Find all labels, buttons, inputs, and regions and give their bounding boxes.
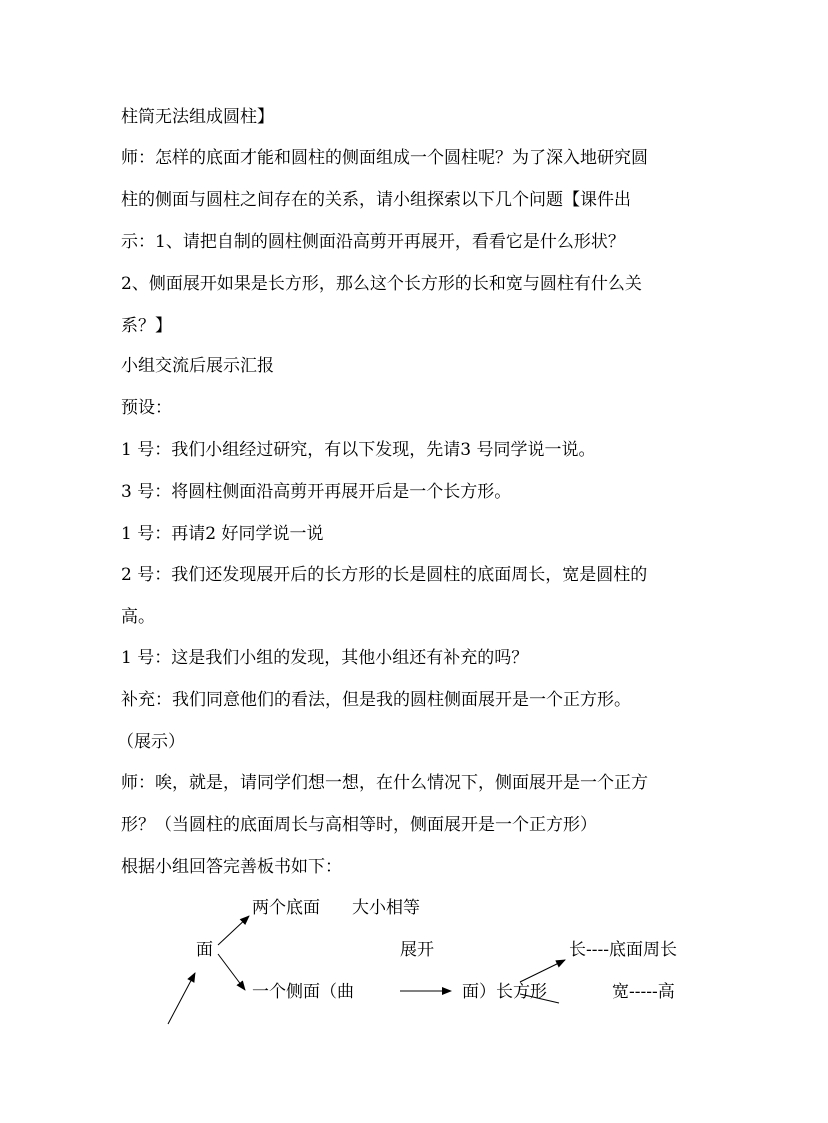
text-line: 柱筒无法组成圆柱】: [121, 107, 274, 127]
text-line: 形？（当圆柱的底面周长与高相等时，侧面展开是一个正方形）: [121, 815, 597, 835]
diagram-two-bases: 两个底面: [252, 898, 320, 918]
text-line: 师：唉，就是，请同学们想一想，在什么情况下，侧面展开是一个正方: [121, 773, 648, 793]
text-line: 小组交流后展示汇报: [121, 356, 274, 376]
text-line: 预设：: [121, 398, 172, 418]
text-line: 2 号：我们还发现展开后的长方形的长是圆柱的底面周长，宽是圆柱的: [121, 565, 648, 585]
text-line: 2、侧面展开如果是长方形，那么这个长方形的长和宽与圆柱有什么关: [121, 274, 642, 294]
text-line: 师：怎样的底面才能和圆柱的侧面组成一个圆柱呢？为了深入地研究圆: [121, 148, 648, 168]
diagram-width-label: 宽-----高: [612, 982, 675, 1002]
text-line: 补充：我们同意他们的看法，但是我的圆柱侧面展开是一个正方形。: [121, 690, 631, 710]
text-line: （展示）: [117, 732, 185, 752]
text-line: 3 号：将圆柱侧面沿高剪开再展开后是一个长方形。: [121, 482, 512, 502]
text-line: 柱的侧面与圆柱之间存在的关系，请小组探索以下几个问题【课件出: [121, 190, 631, 210]
text-line: 根据小组回答完善板书如下：: [121, 857, 342, 877]
arrow-to-width: [520, 994, 559, 1003]
text-line: 示：1、请把自制的圆柱侧面沿高剪开再展开，看看它是什么形状？: [121, 232, 625, 252]
text-line: 1 号：我们小组经过研究，有以下发现，先请3 号同学说一说。: [121, 440, 596, 460]
text-line: 1 号：再请2 好同学说一说: [121, 524, 324, 544]
diagram-length-label: 长----底面周长: [569, 940, 677, 960]
diagram-equal-size: 大小相等: [352, 898, 420, 918]
arrow-from-bottom: [168, 973, 195, 1024]
text-line: 高。: [121, 607, 155, 627]
diagram-face-rect: 面）长方形: [462, 982, 547, 1002]
arrow-to-side: [218, 954, 245, 990]
diagram-one-side: 一个侧面（曲: [252, 982, 354, 1002]
text-line: 系？】: [121, 316, 172, 336]
diagram-face: 面: [196, 940, 213, 960]
diagram-unfold: 展开: [400, 940, 434, 960]
arrow-to-length: [520, 960, 565, 982]
arrow-to-bases: [218, 916, 249, 945]
text-line: 1 号：这是我们小组的发现，其他小组还有补充的吗？: [121, 648, 529, 668]
